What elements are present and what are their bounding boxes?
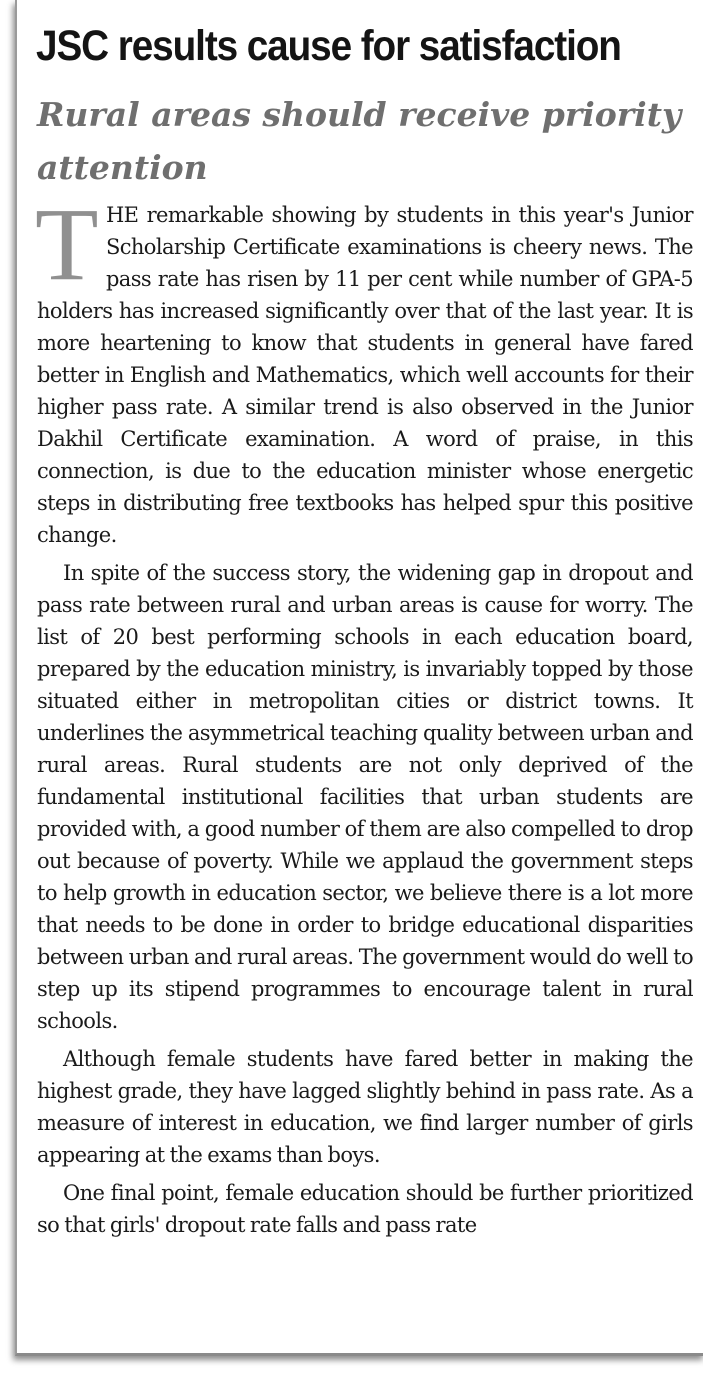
subheadline: Rural areas should receive priority attention [37, 95, 682, 187]
paragraph-4: One final point, female education should be further prioritized so that girls' dropout rate falls and pass rate [37, 1181, 693, 1237]
newspaper-clipping [15, 0, 703, 1356]
paragraph-1 [35, 187, 693, 551]
headline: JSC results cause for satisfaction [36, 22, 621, 70]
paragraph-3: Although female students have fared better in making the highest grade, they have lagged slightly behind in pass rate. As a measure of interest in education, we find larger number of girls appearing at the exams than boys. [37, 1047, 693, 1167]
article-body [35, 187, 693, 1247]
paragraph-1-text: HE remarkable showing by students in this year's Junior Scholarship Certificate examinations is cheery news. The pass rate has risen by 11 per cent while number of GPA-5 holders has increased significantly over that of the last year. It is more heartening to know that students in general have fared better in English and Mathematics, which well accounts for their higher pass rate. A similar trend is also observed in the Junior Dakhil Certificate examination. A word of praise, in this connection, is due to the education minister whose energetic steps in distributing free textbooks has helped spur this positive change. [37, 203, 693, 547]
drop-cap: T [35, 187, 98, 302]
paragraph-2: In spite of the success story, the widening gap in dropout and pass rate between rural and urban areas is cause for worry. The list of 20 best performing schools in each education board, prepared by the education ministry, is invariably topped by those situated either in metropolitan cities or district towns. It underlines the asymmetrical teaching quality between urban and rural areas. Rural students are not only deprived of the fundamental institutional facilities that urban students are provided with, a good number of them are also compelled to drop out because of poverty. While we applaud the government steps to help growth in education sector, we believe there is a lot more that needs to be done in order to bridge educational disparities between urban and rural areas. The government would do well to step up its stipend programmes to encourage talent in rural schools. [37, 561, 693, 1033]
